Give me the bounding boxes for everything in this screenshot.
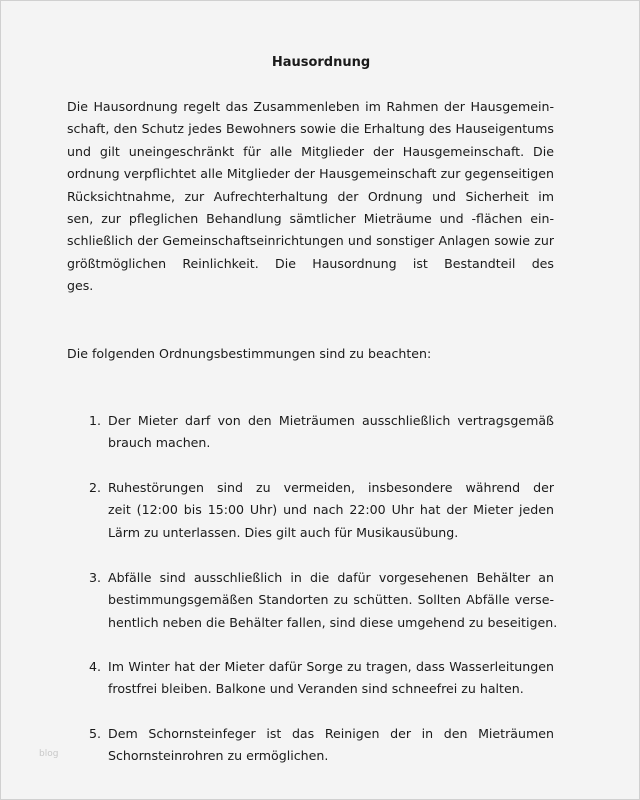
text-line: Rücksichtnahme, zur Aufrechterhaltung der Ordnung und Sicherheit im xyxy=(67,188,554,204)
text-line: zeit (12:00 bis 15:00 Uhr) und nach 22:00 Uhr hat der Mieter jeden xyxy=(108,502,554,518)
text-line: Dem Schornsteinfeger ist das Reinigen der in den Mieträumen xyxy=(108,726,554,741)
text-line: und gilt uneingeschränkt für alle Mitglieder der Hausgemeinschaft. Die xyxy=(67,143,554,159)
list-intro: Die folgenden Ordnungsbestimmungen sind zu beachten: xyxy=(67,346,432,361)
text-line: Lärm zu unterlassen. Dies gilt auch für Musikausübung. xyxy=(108,524,459,540)
text-line: ges. xyxy=(67,278,94,294)
text-line: Ruhestörungen sind zu vermeiden, insbesondere während der xyxy=(108,480,554,495)
text-line: größtmöglichen Reinlichkeit. Die Hausordnung ist Bestandteil des xyxy=(67,255,554,271)
item-number: 5. xyxy=(89,726,102,741)
text-line: brauch machen. xyxy=(108,435,211,451)
text-line: hentlich neben die Behälter fallen, sind diese umgehend zu beseitigen. xyxy=(108,614,558,630)
text-line: Der Mieter darf von den Mieträumen ausschließlich vertragsgemäß xyxy=(108,413,554,428)
item-number: 2. xyxy=(89,480,102,495)
text-line: ordnung verpflichtet alle Mitglieder der Hausgemeinschaft zur gegenseitigen xyxy=(67,166,554,182)
text-line: Im Winter hat der Mieter dafür Sorge zu tragen, dass Wasserleitungen xyxy=(108,659,554,674)
intro-paragraph xyxy=(67,96,554,298)
text-line: sen, zur pfleglichen Behandlung sämtlicher Mieträume und -flächen ein- xyxy=(67,210,554,226)
document-title: Hausordnung xyxy=(271,55,371,70)
text-line: bestimmungsgemäßen Standorten zu schütten. Sollten Abfälle verse- xyxy=(108,592,554,608)
item-number: 3. xyxy=(89,570,102,585)
text-line: Die Hausordnung regelt das Zusammenleben im Rahmen der Hausgemein- xyxy=(67,99,554,114)
text-line: frostfrei bleiben. Balkone und Veranden sind schneefrei zu halten. xyxy=(108,681,524,697)
text-line: Schornsteinrohren zu ermöglichen. xyxy=(108,748,329,764)
item-number: 4. xyxy=(89,659,102,674)
text-line: schaft, den Schutz jedes Bewohners sowie die Erhaltung des Hauseigentums xyxy=(67,121,554,137)
watermark: blog xyxy=(39,749,59,759)
item-number: 1. xyxy=(89,413,102,428)
text-line: schließlich der Gemeinschaftseinrichtungen und sonstiger Anlagen sowie zur xyxy=(67,233,554,249)
text-line: Abfälle sind ausschließlich in die dafür vorgesehenen Behälter an xyxy=(108,570,554,585)
